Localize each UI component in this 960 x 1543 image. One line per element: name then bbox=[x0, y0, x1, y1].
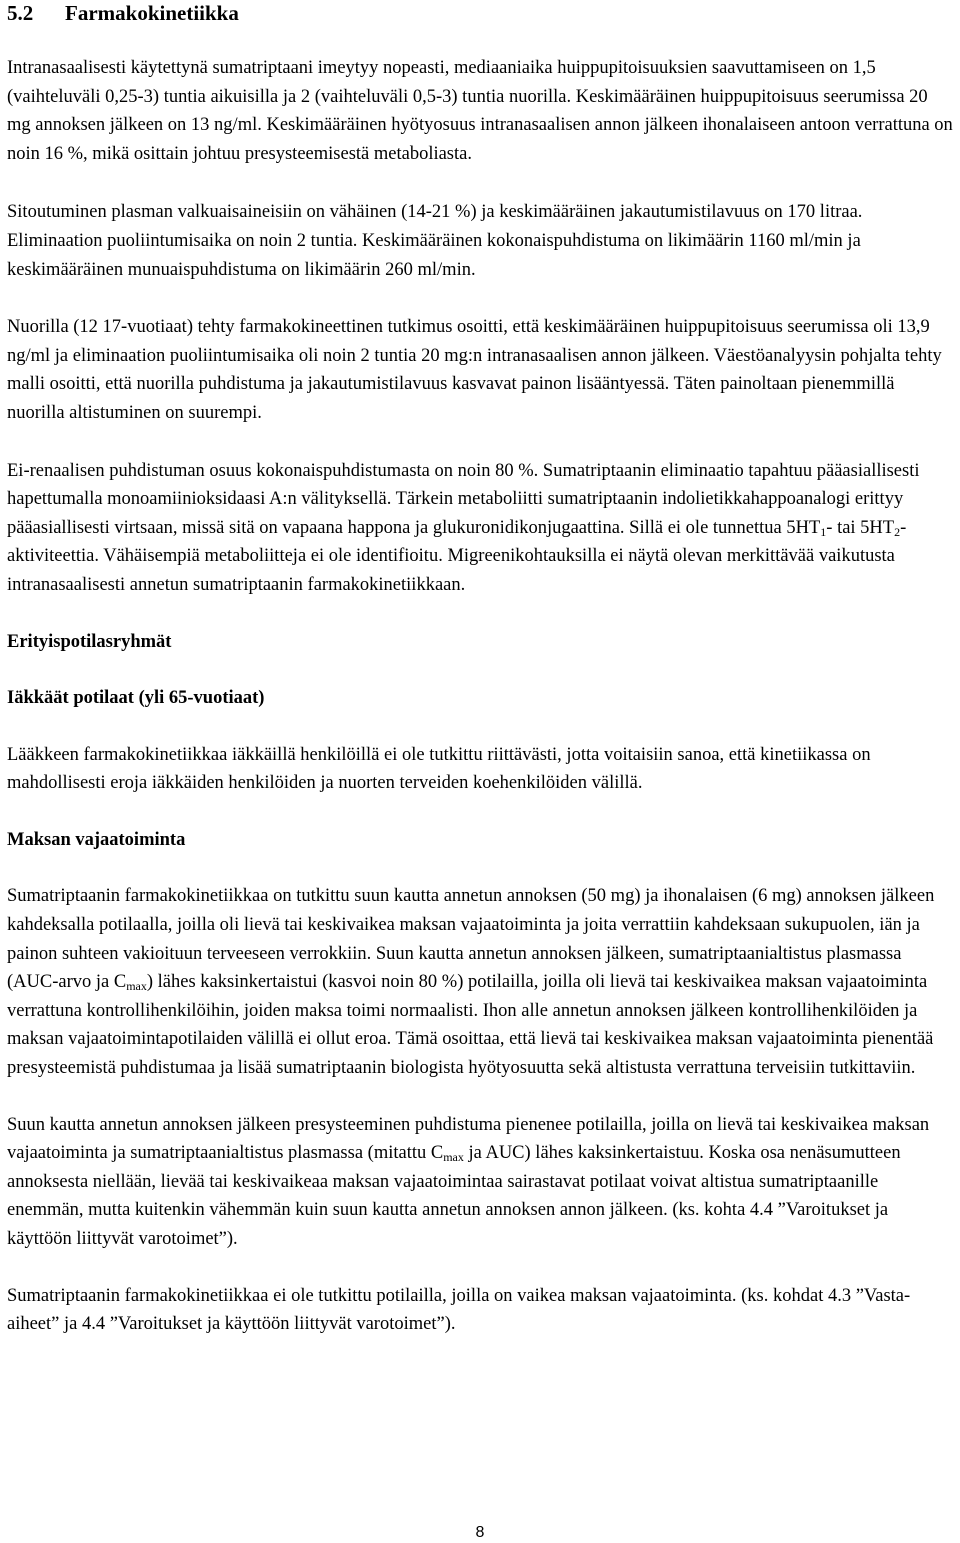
paragraph-hepatic-study-text-b: ) lähes kaksinkertaistui (kasvoi noin 80 %) potilailla, joilla oli lievä tai keskivaikea maksan vajaatoiminta verrattuna kontrollihenkilöihin, joiden maksa toimi normaalisti. Ihon alle annetun annoksen jälkeen kontrollihenkilöiden ja maksan vajaatoimintapotilaiden välillä ei ollut eroa. Tämä osoittaa, että lievä tai keskivaikea maksan vajaatoiminta pienentää presysteemistä puhdistumaa ja lisää sumatriptaanin biologista hyötyosuutta sekä altistusta verrattuna terveisiin tutkittaviin. bbox=[7, 972, 934, 1079]
paragraph-elimination-text-a: Ei-renaalisen puhdistuman osuus kokonaispuhdistumasta on noin 80 %. Sumatriptaanin eliminaatio tapahtuu pääasiallisesti hapettumalla monoamiinioksidaasi A:n välityksellä. Tärkein metaboliitti sumatriptaanin indolietikkahappoanalogi erittyy pääasiallisesti virtsaan, missä sitä on vapaana happona ja glukuronidikonjugaattina. Sillä ei ole tunnettua 5HT bbox=[7, 460, 920, 538]
paragraph-hepatic-oral bbox=[7, 1111, 955, 1254]
paragraph-severe-hepatic: Sumatriptaanin farmakokinetiikkaa ei ole tutkittu potilailla, joilla on vaikea maksan vajaatoiminta. (ks. kohdat 4.3 ”Vasta-aiheet” ja 4.4 ”Varoitukset ja käyttöön liittyvät varotoimet”). bbox=[7, 1285, 911, 1335]
paragraph-adolescents: Nuorilla (12 17-vuotiaat) tehty farmakokineettinen tutkimus osoitti, että keskimääräinen huippupitoisuus seerumissa oli 13,9 ng/ml ja eliminaation puoliintumisaika oli noin 2 tuntia 20 mg:n intranasaalisen annon jälkeen. Väestöanalyysin pohjalta tehty malli osoitti, että nuorilla puhdistuma ja jakautumistilavuus kasvavat painon lisääntyessä. Täten painoltaan pienemmillä nuorilla altistuminen on suurempi. bbox=[7, 317, 942, 423]
subheading-special-populations: Erityispotilasryhmät bbox=[7, 631, 172, 652]
paragraph-hepatic-oral-text-b: ja AUC) lähes kaksinkertaistuu. Koska osa nenäsumutteen annoksesta niellään, lievää tai keskivaikeaa maksan vajaatoimintaa sairastavat potilaat voivat altistua sumatriptaanille enemmän, mutta kuitenkin vähemmän kuin suun kautta annetun annoksen annon jälkeen. (ks. kohta 4.4 ”Varoitukset ja käyttöön liittyvät varotoimet”). bbox=[7, 1143, 901, 1249]
paragraph-hepatic-study bbox=[7, 882, 955, 1082]
paragraph-elimination-text-b: - tai 5HT bbox=[826, 517, 895, 538]
paragraph-elimination-text-c: -aktiviteettia. Vähäisempiä metaboliitteja ei ole identifioitu. Migreenikohtauksilla ei näytä olevan merkittävää vaikutusta intranasaalisesti annetun sumatriptaanin farmakokinetiikkaan. bbox=[7, 517, 907, 595]
paragraph-elimination bbox=[7, 457, 955, 600]
section-heading bbox=[7, 0, 955, 26]
page-number: 8 bbox=[475, 1524, 485, 1541]
section-number: 5.2 bbox=[7, 1, 34, 25]
paragraph-elderly: Lääkkeen farmakokinetiikkaa iäkkäillä henkilöillä ei ole tutkittu riittävästi, jotta voitaisiin sanoa, että kinetiikassa on mahdollisesti eroja iäkkäiden henkilöiden ja nuorten terveiden koehenkilöiden välillä. bbox=[7, 744, 871, 794]
subheading-hepatic-impairment: Maksan vajaatoiminta bbox=[7, 829, 186, 850]
document-page bbox=[7, 0, 955, 1339]
subscript-max-2: max bbox=[443, 1150, 464, 1165]
subscript-2: 2 bbox=[894, 524, 901, 539]
paragraph-absorption: Intranasaalisesti käytettynä sumatriptaani imeytyy nopeasti, mediaaniaika huippupitoisuuksien saavuttamiseen on 1,5 (vaihteluväli 0,25-3) tuntia aikuisilla ja 2 (vaihteluväli 0,5-3) tuntia nuorilla. Keskimääräinen huippupitoisuus seerumissa 20 mg annoksen jälkeen on 13 ng/ml. Keskimääräinen hyötyosuus intranasaalisen annon jälkeen ihonalaiseen antoon verrattuna on noin 16 %, mikä osittain johtuu presysteemisestä metaboliasta. bbox=[7, 58, 953, 164]
paragraph-distribution: Sitoutuminen plasman valkuaisaineisiin on vähäinen (14-21 %) ja keskimääräinen jakautumistilavuus on 170 litraa. Eliminaation puoliintumisaika on noin 2 tuntia. Keskimääräinen kokonaispuhdistuma on likimäärin 1160 ml/min ja keskimääräinen munuaispuhdistuma on likimäärin 260 ml/min. bbox=[7, 202, 863, 280]
subscript-1: 1 bbox=[820, 524, 827, 539]
subheading-elderly: Iäkkäät potilaat (yli 65-vuotiaat) bbox=[7, 688, 265, 709]
paragraph-hepatic-study-text-a: Sumatriptaanin farmakokinetiikkaa on tutkittu suun kautta annetun annoksen (50 mg) ja ihonalaisen (6 mg) annoksen jälkeen kahdeksalla potilaalla, joilla oli lievä tai keskivaikea maksan vajaatoiminta ja joita verrattiin kahdeksaan sukupuolen, iän ja painon suhteen vakioituun terveeseen verrokkiin. Suun kautta annetun annoksen jälkeen, sumatriptaanialtistus plasmassa (AUC-arvo ja C bbox=[7, 886, 935, 993]
paragraph-hepatic-oral-text-a: Suun kautta annetun annoksen jälkeen presysteeminen puhdistuma pienenee potilailla, joilla on lievä tai keskivaikea maksan vajaatoiminta ja sumatriptaanialtistus plasmassa (mitattu C bbox=[7, 1114, 930, 1164]
section-title: Farmakokinetiikka bbox=[65, 1, 239, 25]
subscript-max: max bbox=[126, 979, 147, 994]
